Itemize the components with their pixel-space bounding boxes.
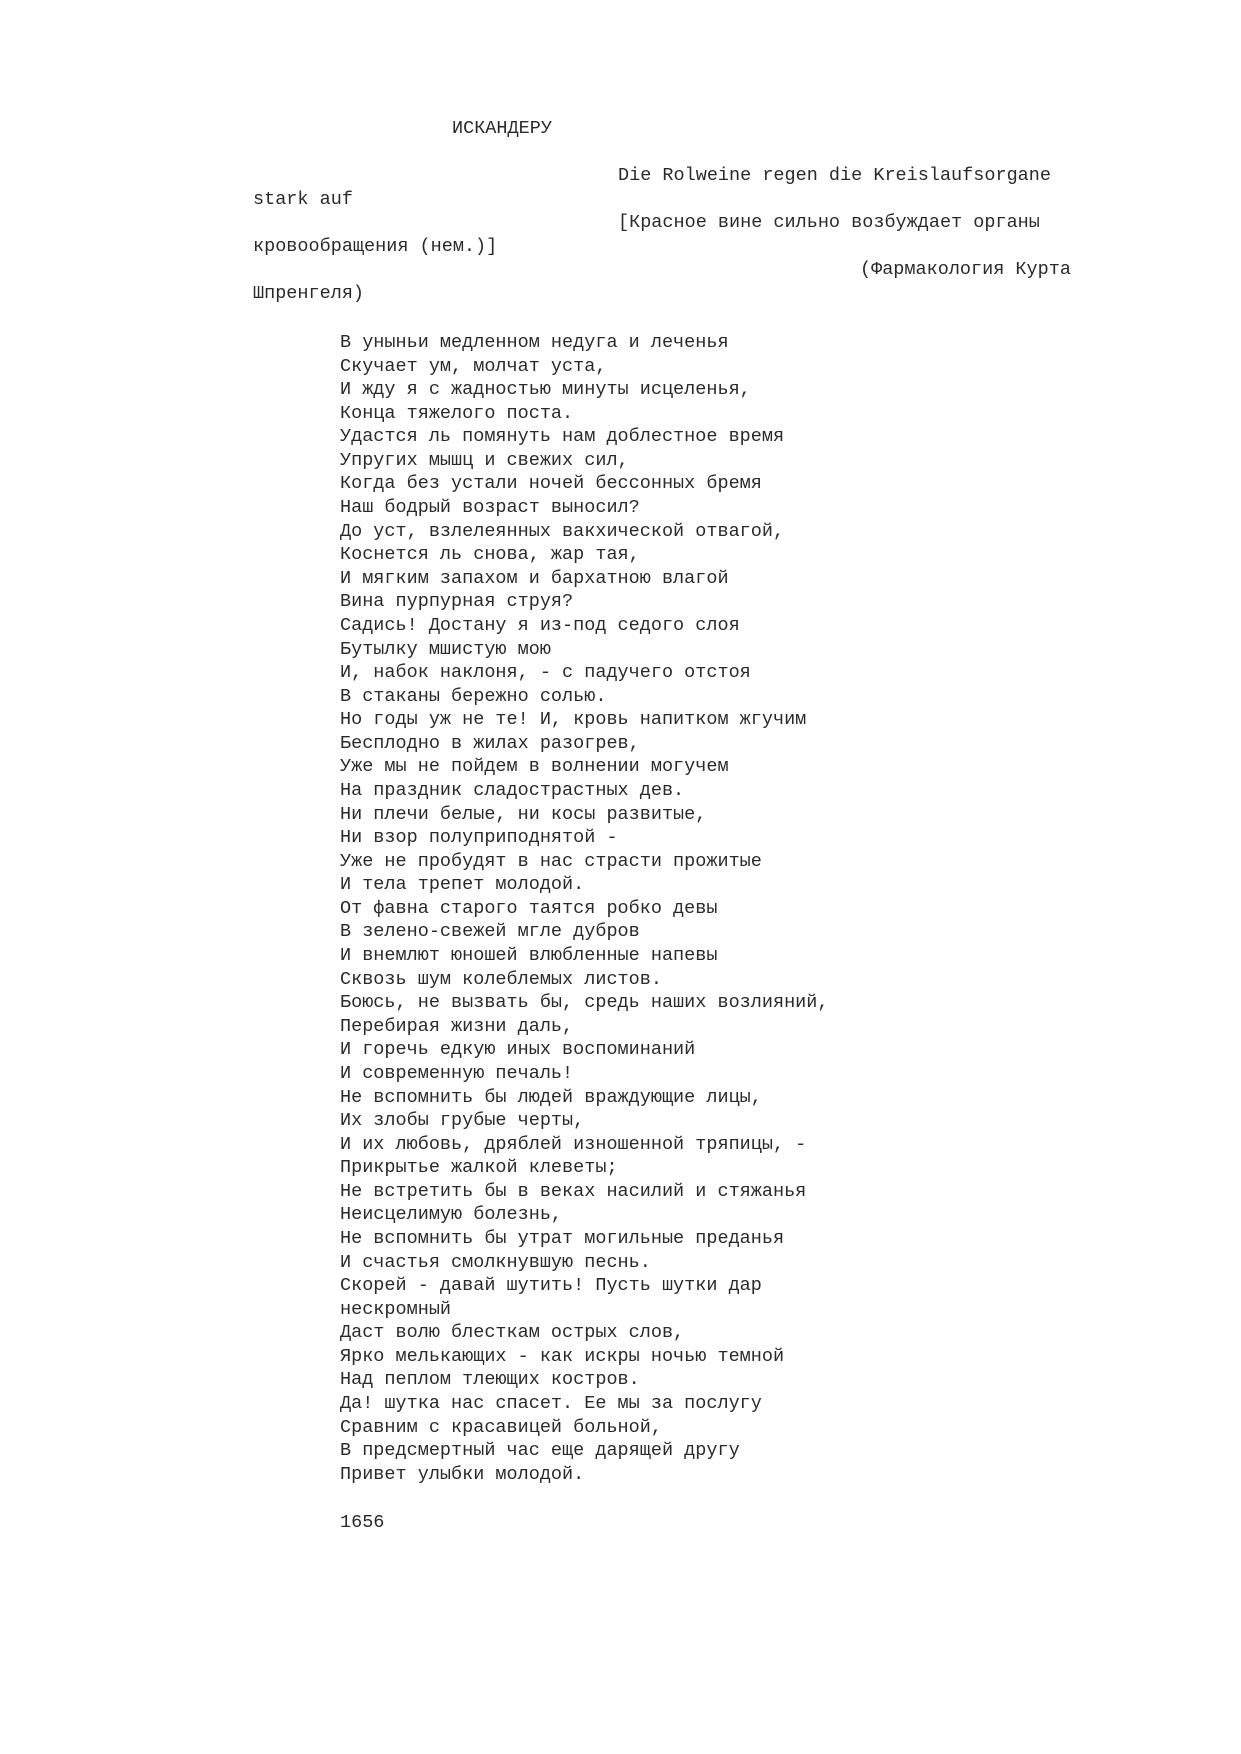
verse-line: Даст волю блесткам острых слов, (340, 1322, 685, 1344)
verse-line: Их злобы грубые черты, (340, 1110, 585, 1132)
verse-line: Но годы уж не те! И, кровь напитком жгучим (340, 709, 807, 731)
epigraph-translation-wrap: кровообращения (нем.)] (253, 236, 498, 257)
poem-title: ИСКАНДЕРУ (452, 118, 552, 139)
verse-line: нескромный (340, 1298, 452, 1320)
verse-line: И современную печаль! (340, 1062, 574, 1084)
verse-line: И, набок наклоня, - с падучего отстоя (340, 662, 751, 684)
verse-line: Бесплодно в жилах разогрев, (340, 732, 640, 754)
verse-line: И счастья смолкнувшую песнь. (340, 1251, 651, 1273)
verse-line: И мягким запахом и бархатною влагой (340, 567, 729, 589)
verse-line: Бутылку мшистую мою (340, 638, 551, 660)
verse-line: И жду я с жадностью минуты исцеленья, (340, 379, 751, 401)
verse-line: И их любовь, дряблей изношенной тряпицы, - (340, 1133, 807, 1155)
verse-line: Сравним с красавицей больной, (340, 1416, 662, 1438)
verse-line: Ни плечи белые, ни косы развитые, (340, 803, 707, 825)
verse-line: Боюсь, не вызвать бы, средь наших возлияний, (340, 992, 829, 1014)
verse-line: И тела трепет молодой. (340, 874, 585, 896)
epigraph-attribution-wrap: Шпренгеля) (253, 283, 365, 304)
epigraph-attribution: (Фармакология Курта (860, 259, 1071, 280)
verse-line: Прикрытье жалкой клеветы; (340, 1157, 618, 1179)
verse-line: В зелено-свежей мгле дубров (340, 921, 640, 943)
verse-line: Да! шутка нас спасет. Ее мы за послугу (340, 1393, 762, 1415)
verse-line: Когда без устали ночей бессонных бремя (340, 473, 762, 495)
verse-line: На праздник сладострастных дев. (340, 779, 685, 801)
verse-line: Скорей - давай шутить! Пусть шутки дар (340, 1275, 762, 1297)
verse-line: Не встретить бы в веках насилий и стяжанья (340, 1180, 807, 1202)
poem-body (340, 331, 1180, 1486)
verse-line: Наш бодрый возраст выносил? (340, 497, 640, 519)
verse-line: Не вспомнить бы утрат могильные преданья (340, 1227, 785, 1249)
verse-line: До уст, взлелеянных вакхической отвагой, (340, 520, 785, 542)
verse-line: В уныньи медленном недуга и леченья (340, 332, 729, 353)
verse-line: Над пеплом тлеющих костров. (340, 1369, 640, 1391)
verse-line: Удастся ль помянуть нам доблестное время (340, 426, 785, 448)
verse-line: Конца тяжелого поста. (340, 402, 574, 424)
verse-line: И внемлют юношей влюбленные напевы (340, 945, 718, 967)
poem-year: 1656 (340, 1512, 385, 1533)
verse-line: Ярко мелькающих - как искры ночью темной (340, 1345, 785, 1367)
epigraph-line: Die Rolweine regen die Kreislaufsorgane (618, 165, 1051, 186)
epigraph-translation: [Красное вине сильно возбуждает органы (618, 212, 1040, 233)
verse-line: Не вспомнить бы людей враждующие лицы, (340, 1086, 762, 1108)
verse-line: Упругих мышц и свежих сил, (340, 449, 629, 471)
verse-line: И горечь едкую иных воспоминаний (340, 1039, 696, 1061)
verse-line: Коснется ль снова, жар тая, (340, 544, 640, 566)
verse-line: Садись! Достану я из-под седого слоя (340, 614, 740, 636)
verse-line: Сквозь шум колеблемых листов. (340, 968, 662, 990)
verse-line: Уже не пробудят в нас страсти прожитые (340, 850, 762, 872)
verse-line: Уже мы не пойдем в волнении могучем (340, 756, 729, 778)
verse-line: Ни взор полуприподнятой - (340, 827, 618, 849)
verse-line: Перебирая жизни даль, (340, 1015, 574, 1037)
verse-line: От фавна старого таятся робко девы (340, 897, 718, 919)
verse-line: Неисцелимую болезнь, (340, 1204, 563, 1226)
epigraph-line-wrap: stark auf (253, 189, 353, 210)
verse-line: Скучает ум, молчат уста, (340, 355, 607, 377)
verse-line: Привет улыбки молодой. (340, 1463, 585, 1485)
verse-line: В стаканы бережно солью. (340, 685, 607, 707)
verse-line: В предсмертный час еще дарящей другу (340, 1440, 740, 1462)
verse-line: Вина пурпурная струя? (340, 591, 574, 613)
